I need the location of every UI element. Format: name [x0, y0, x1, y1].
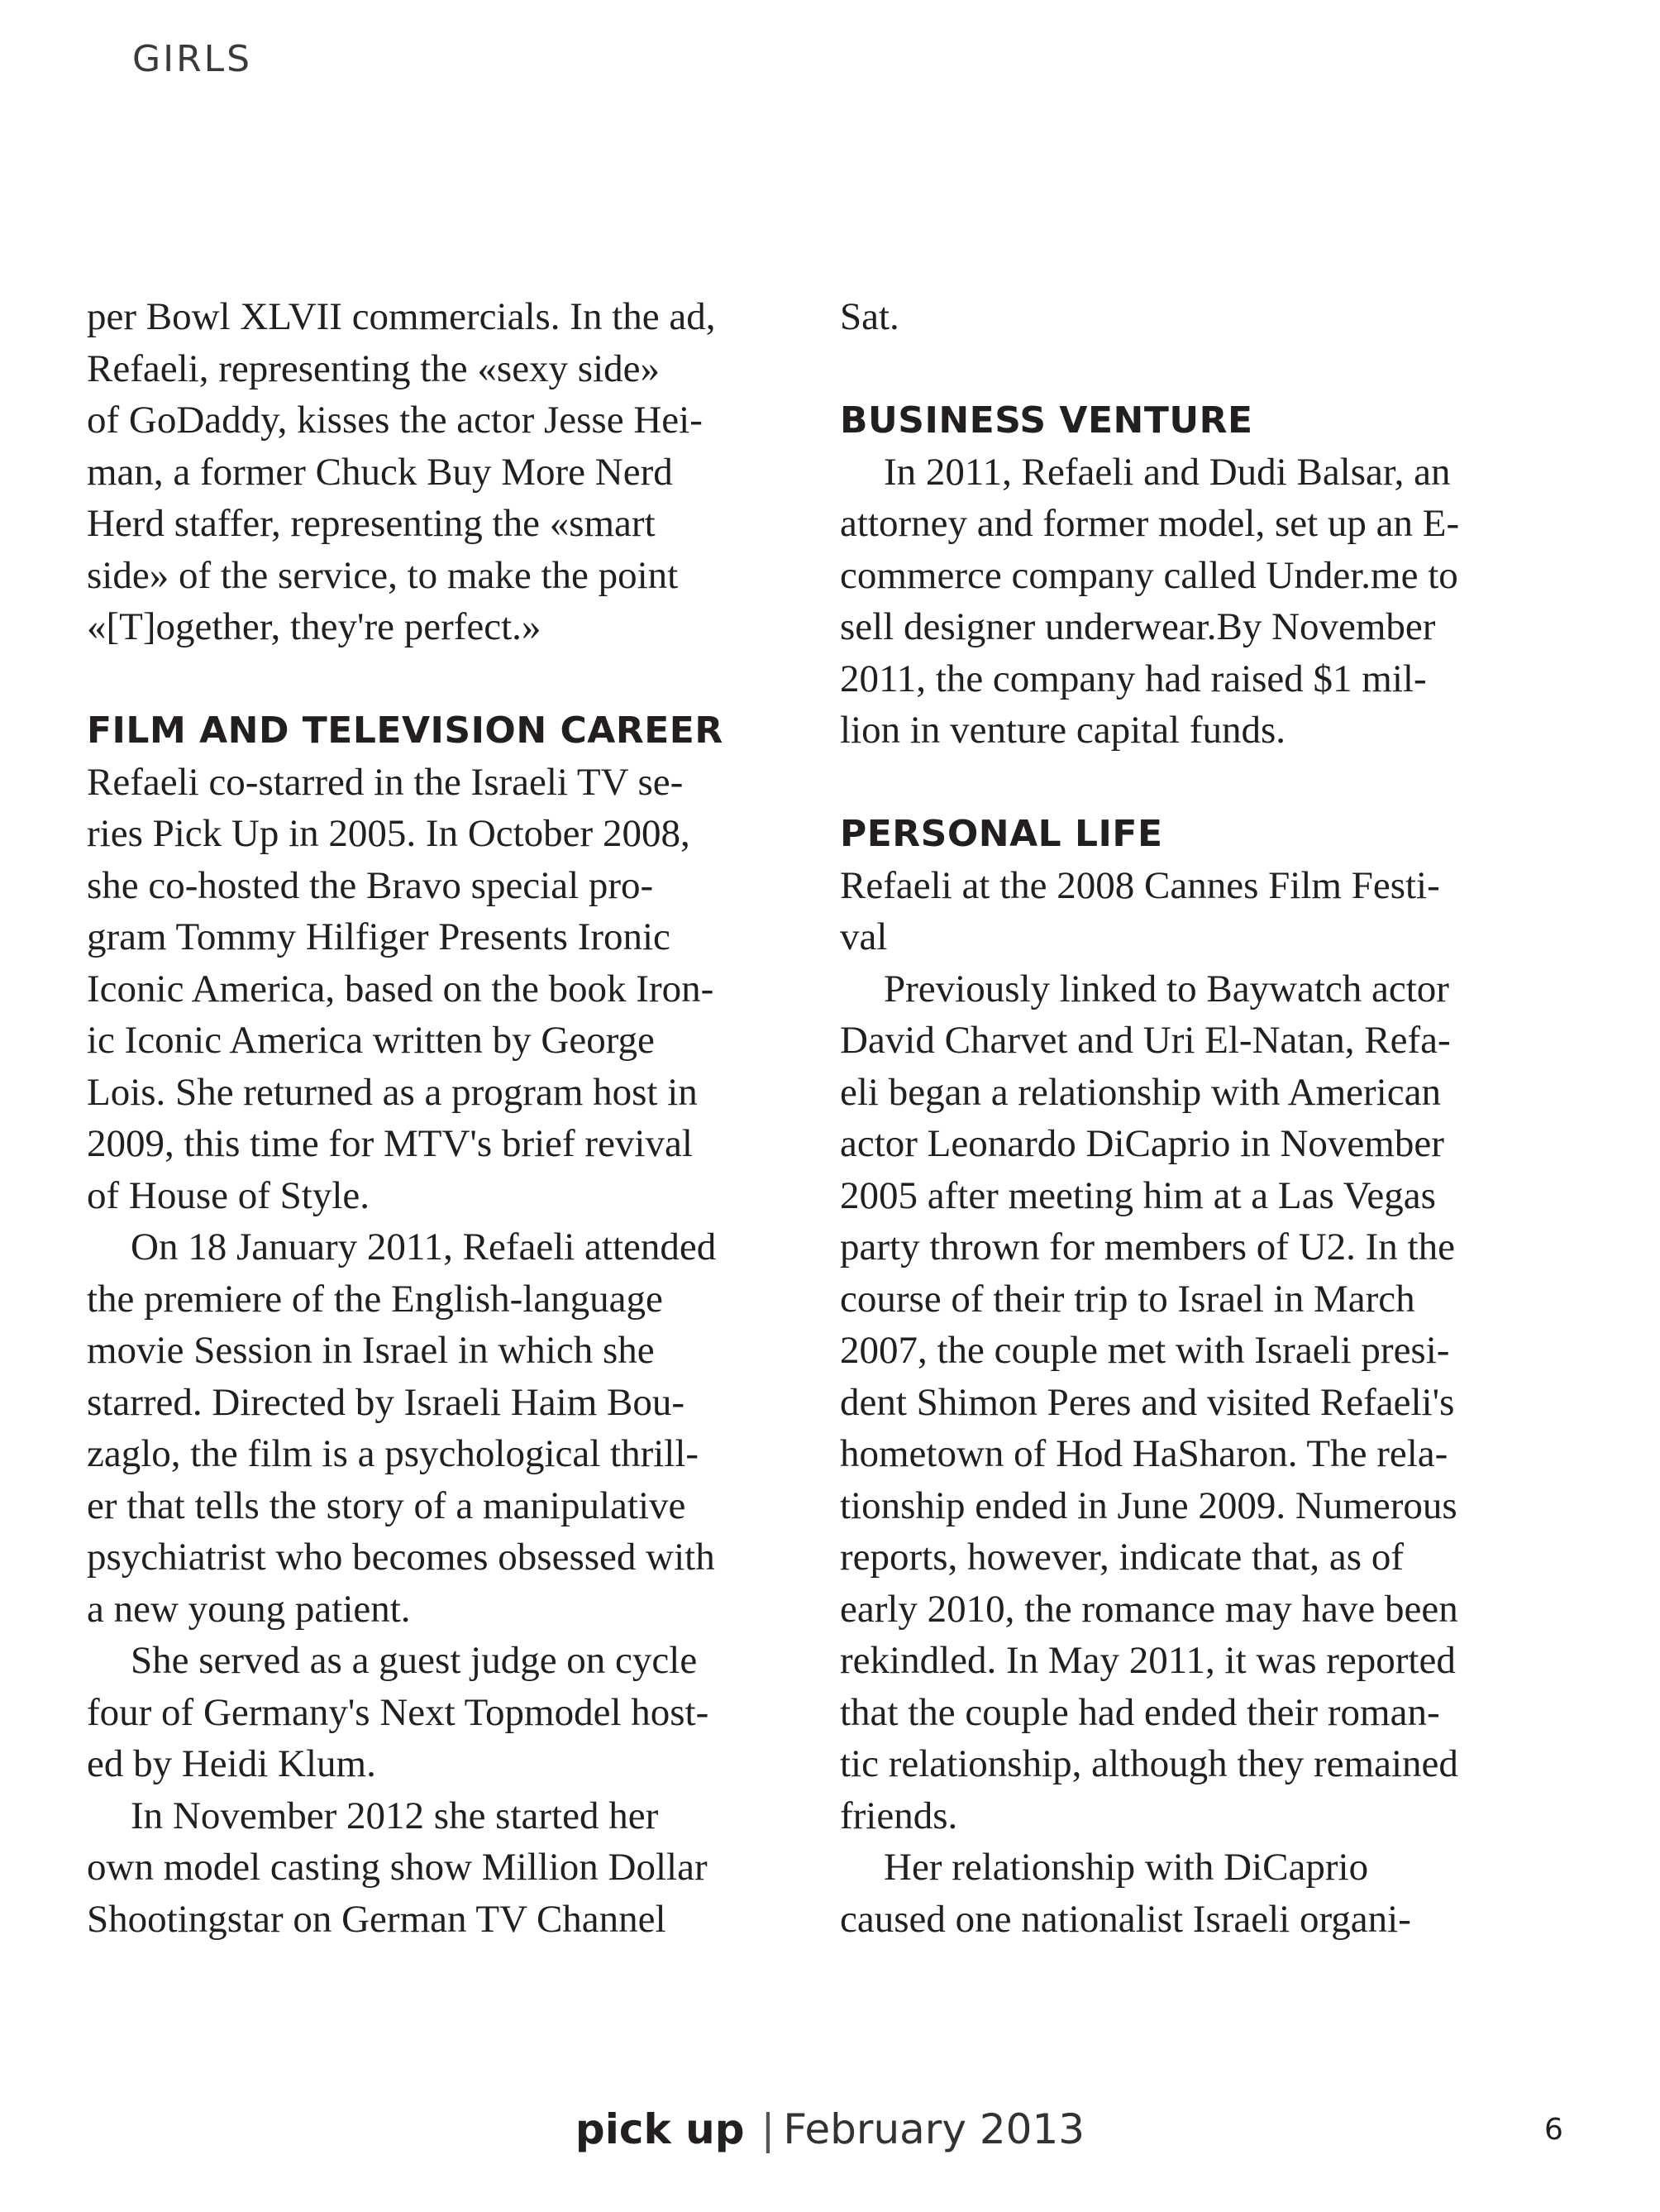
text-line: dent Shimon Peres and visited Refaeli's	[840, 1380, 1455, 1424]
text-line: commerce company called Under.me to	[840, 553, 1458, 597]
text-line: David Charvet and Uri El-Natan, Refa-	[840, 1019, 1451, 1062]
text-line: er that tells the story of a manipulative	[87, 1483, 686, 1527]
text-line: She served as a guest judge on cycle	[131, 1639, 698, 1682]
text-line: In 2011, Refaeli and Dudi Balsar, an	[884, 450, 1451, 494]
text-line: caused one nationalist Israeli organi-	[840, 1897, 1411, 1941]
text-line: course of their trip to Israel in March	[840, 1277, 1415, 1321]
footer	[0, 2105, 1660, 2153]
text-line: early 2010, the romance may have been	[840, 1587, 1458, 1631]
text-line: side» of the service, to make the point	[87, 553, 679, 597]
text-line: Sat.	[840, 295, 899, 338]
text-line: Refaeli, representing the «sexy side»	[87, 346, 661, 390]
text-line: friends.	[840, 1794, 958, 1837]
text-line: of House of Style.	[87, 1173, 370, 1217]
text-line: rekindled. In May 2011, it was reported	[840, 1639, 1456, 1682]
text-line: In November 2012 she started her	[131, 1794, 659, 1837]
text-line: man, a former Chuck Buy More Nerd	[87, 450, 673, 494]
section-label: GIRLS	[132, 38, 253, 80]
text-line: own model casting show Million Dollar	[87, 1846, 708, 1889]
paragraph-gap	[840, 343, 1567, 395]
text-line: gram Tommy Hilfiger Presents Ironic	[87, 915, 670, 958]
text-line: ries Pick Up in 2005. In October 2008,	[87, 812, 690, 855]
text-line: hometown of Hod HaSharon. The rela-	[840, 1432, 1448, 1475]
text-line: Lois. She returned as a program host in	[87, 1070, 698, 1114]
footer-separator: |	[761, 2105, 775, 2153]
section-heading: BUSINESS VENTURE	[840, 399, 1253, 442]
magazine-name: pick up	[575, 2105, 745, 2153]
text-line: 2007, the couple met with Israeli presi-	[840, 1329, 1450, 1372]
text-line: sell designer underwear.By November	[840, 605, 1436, 648]
text-line: of GoDaddy, kisses the actor Jesse Hei-	[87, 399, 703, 442]
text-line: per Bowl XLVII commercials. In the ad,	[87, 295, 716, 338]
text-line: movie Session in Israel in which she	[87, 1329, 655, 1372]
text-line: ed by Heidi Klum.	[87, 1742, 376, 1785]
text-line: lion in venture capital funds.	[840, 709, 1286, 752]
text-line: psychiatrist who becomes obsessed with	[87, 1536, 715, 1579]
right-column	[840, 291, 1567, 1945]
text-line: val	[840, 915, 888, 958]
text-line: 2009, this time for MTV's brief revival	[87, 1122, 693, 1165]
text-line: «[T]ogether, they're perfect.»	[87, 605, 541, 648]
issue-date: February 2013	[783, 2105, 1085, 2153]
text-line: 2011, the company had raised $1 mil-	[840, 657, 1427, 700]
text-line: On 18 January 2011, Refaeli attended	[131, 1225, 717, 1268]
text-line: starred. Directed by Israeli Haim Bou-	[87, 1380, 685, 1424]
text-line: actor Leonardo DiCaprio in November	[840, 1122, 1444, 1165]
text-line: she co-hosted the Bravo special pro-	[87, 863, 654, 907]
paragraph-gap	[87, 653, 823, 705]
text-line: tionship ended in June 2009. Numerous	[840, 1483, 1457, 1527]
text-line: that the couple had ended their roman-	[840, 1690, 1440, 1734]
text-line: 2005 after meeting him at a Las Vegas	[840, 1173, 1436, 1217]
text-line: reports, however, indicate that, as of	[840, 1536, 1404, 1579]
paragraph-gap	[840, 757, 1567, 809]
text-line: eli began a relationship with American	[840, 1070, 1441, 1114]
text-line: zaglo, the film is a psychological thrill-	[87, 1432, 699, 1475]
text-line: a new young patient.	[87, 1587, 411, 1631]
text-line: Herd staffer, representing the «smart	[87, 502, 656, 545]
page-number: 6	[1544, 2113, 1563, 2147]
text-line: four of Germany's Next Topmodel host-	[87, 1690, 709, 1734]
text-line: attorney and former model, set up an E-	[840, 502, 1460, 545]
text-line: ic Iconic America written by George	[87, 1019, 655, 1062]
text-line: Iconic America, based on the book Iron-	[87, 967, 714, 1010]
text-line: Refaeli co-starred in the Israeli TV se-	[87, 760, 684, 804]
text-line: the premiere of the English-language	[87, 1277, 663, 1321]
section-heading: FILM AND TELEVISION CAREER	[87, 709, 723, 752]
left-column	[87, 291, 823, 1945]
text-line: tic relationship, although they remained	[840, 1742, 1458, 1785]
text-line: Previously linked to Baywatch actor	[884, 967, 1449, 1010]
text-line: Her relationship with DiCaprio	[884, 1846, 1369, 1889]
text-line: Shootingstar on German TV Channel	[87, 1897, 666, 1941]
section-heading: PERSONAL LIFE	[840, 813, 1163, 855]
text-line: Refaeli at the 2008 Cannes Film Festi-	[840, 863, 1440, 907]
text-line: party thrown for members of U2. In the	[840, 1225, 1455, 1268]
